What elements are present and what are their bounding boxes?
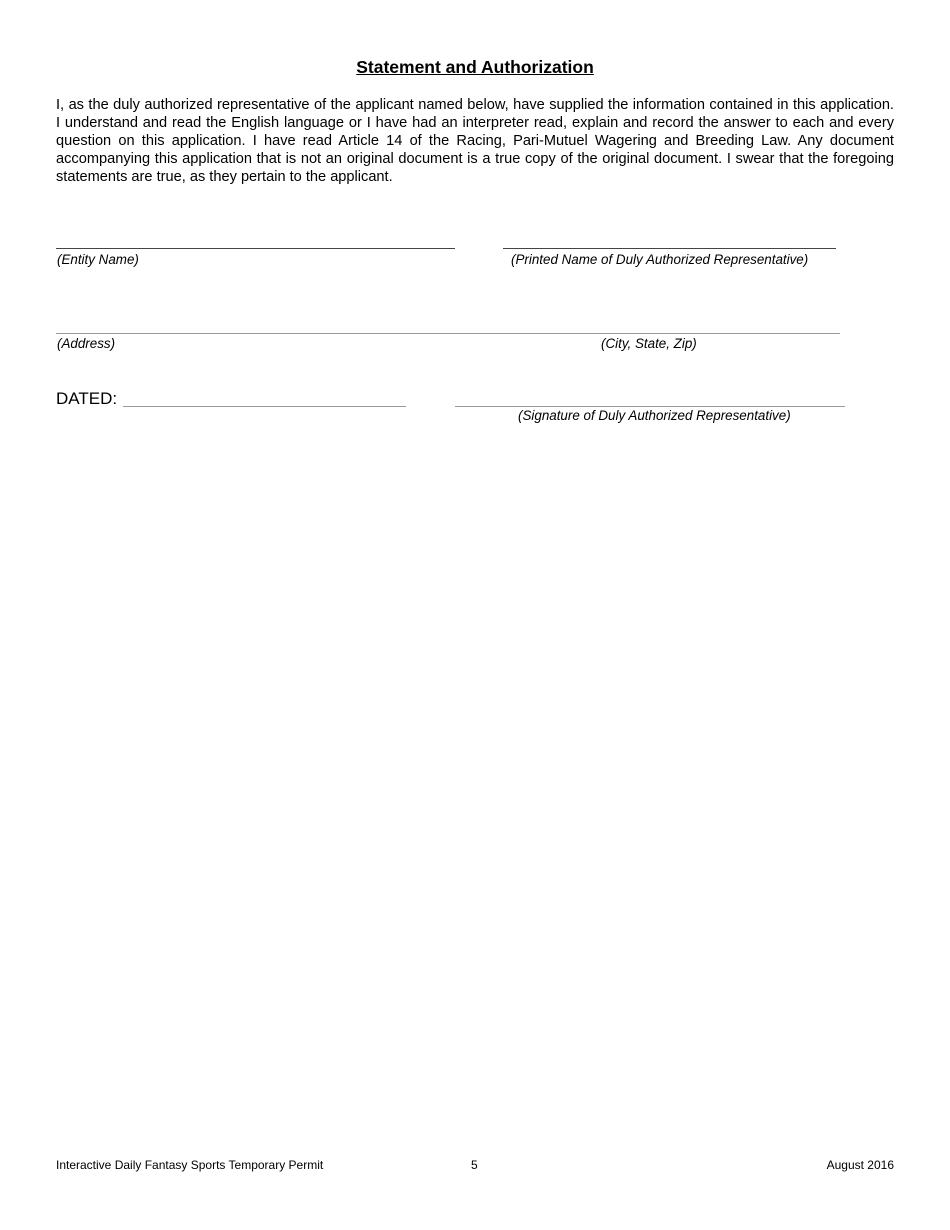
page-number: 5 xyxy=(471,1158,478,1172)
signature-label: (Signature of Duly Authorized Representative) xyxy=(518,408,791,423)
statement-paragraph: I, as the duly authorized representative of the applicant named below, have supplied the information contained in this application. I understand and read the English language or I have had an interpreter read, explain and record the answer to each and every question on this application. I have read Article 14 of the Racing, Pari-Mutuel Wagering and Breeding Law. Any document accompanying this application that is not an original document is a true copy of the original document. I swear that the foregoing statements are true, as they pertain to the applicant. xyxy=(56,97,894,185)
dated-label: DATED: xyxy=(56,389,118,408)
address-label: (Address) xyxy=(57,336,116,351)
city-state-zip-label: (City, State, Zip) xyxy=(601,336,697,351)
printed-name-label: (Printed Name of Duly Authorized Representative) xyxy=(511,252,809,267)
printed-name-line[interactable] xyxy=(503,248,836,249)
page-title: Statement and Authorization xyxy=(356,57,594,77)
date-line[interactable] xyxy=(123,406,406,407)
entity-name-label: (Entity Name) xyxy=(57,252,139,267)
signature-line[interactable] xyxy=(455,406,845,407)
footer-title: Interactive Daily Fantasy Sports Temporary Permit xyxy=(56,1158,324,1172)
address-line[interactable] xyxy=(56,333,840,334)
entity-name-line[interactable] xyxy=(56,248,455,249)
footer-date: August 2016 xyxy=(826,1158,894,1172)
